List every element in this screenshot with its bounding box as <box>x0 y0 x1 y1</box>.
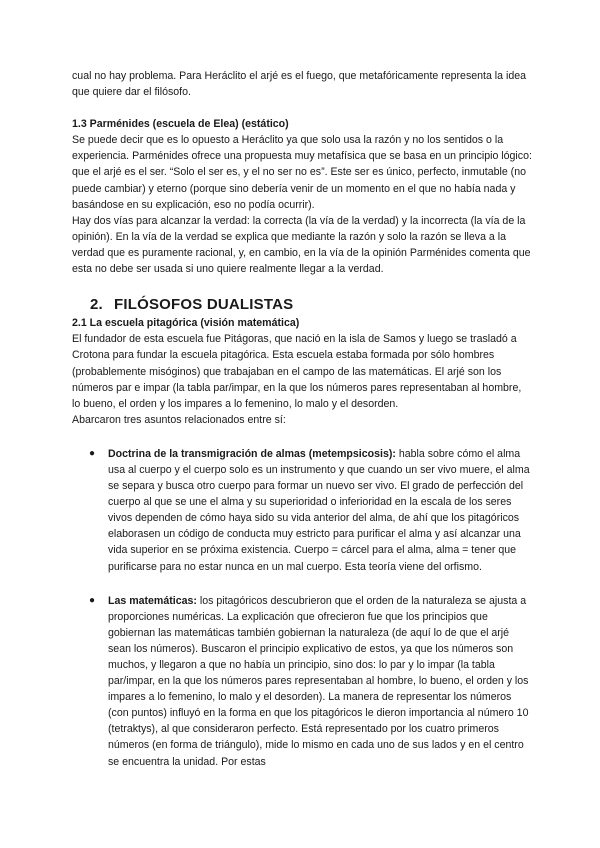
bullet-icon: ● <box>89 447 96 459</box>
topics-list <box>72 446 532 770</box>
list-item <box>72 446 532 575</box>
list-item-term: Doctrina de la transmigración de almas (metempsicosis): <box>108 447 396 460</box>
paragraph-pitagoras-2: Abarcaron tres asuntos relacionados entre sí: <box>72 413 286 426</box>
list-item-term: Las matemáticas: <box>108 594 197 607</box>
bullet-icon: ● <box>89 594 96 606</box>
section-2-title: FILÓSOFOS DUALISTAS <box>114 296 294 314</box>
section-2-1-heading: 2.1 La escuela pitagórica (visión matemática) <box>72 317 300 330</box>
paragraph-parmenides-2: Hay dos vías para alcanzar la verdad: la correcta (la vía de la verdad) y la incorrecta (la vía de la opinión). En la vía de la verdad se explica que mediante la razón y solo la razón se lleva a la verdad que es puramente racional, y, en cambio, en la vía de la opinión Parménides comenta que esta no debe ser usada si uno quiere realmente llegar a la verdad. <box>72 214 531 276</box>
section-1-3-heading: 1.3 Parménides (escuela de Elea) (estático) <box>72 118 289 131</box>
paragraph-parmenides-1: Se puede decir que es lo opuesto a Heráclito ya que solo usa la razón y no los sentidos o la experiencia. Parménides ofrece una propuesta muy metafísica que se basa en un principio lógico: que el arjé es el ser. “Solo el ser es, y el no ser no es”. Este ser es único, perfecto, inmutable (no puede cambiar) y eterno (porque sino debería venir de un momento en el que no había nada y basándose en su explicación, eso no podía ocurrir). <box>72 134 532 211</box>
document-page <box>72 68 532 770</box>
section-2-heading <box>90 297 532 313</box>
list-item <box>72 593 532 770</box>
list-item-text: habla sobre cómo el alma usa al cuerpo y el cuerpo solo es un instrumento y que cuando un ser vivo muere, el alma se separa y busca otro cuerpo para formar un nuevo ser vivo. El grado de perfección del cuerpo al que se une el alma y su superioridad o inferioridad en la escala de los seres vivos dependen de cómo haya sido su vida anterior del alma, de ahí que los pitagóricos elaborasen un código de conducta muy estricto para purificar el alma y así alcanzar una vida superior en se próxima existencia. Cuerpo = cárcel para el alma, alma = tener que purificarse para no estar nunca en un mal cuerpo. Esta teoría viene del orfismo. <box>108 447 530 573</box>
section-2-number: 2. <box>90 296 103 314</box>
paragraph-pitagoras-1: El fundador de esta escuela fue Pitágoras, que nació en la isla de Samos y luego se trasladó a Crotona para fundar la escuela pitagórica. Esta escuela estaba formada por sólo hombres (probablemente misóginos) que trabajaban en el campo de las matemáticas. El arjé son los números par e impar (la tabla par/impar, en la que los números pares representaban al hombre, lo bueno, el orden y los impares a lo femenino, lo malo y el desorden. <box>72 333 522 410</box>
paragraph-heraclito-end: cual no hay problema. Para Heráclito el arjé es el fuego, que metafóricamente representa la idea que quiere dar el filósofo. <box>72 70 527 99</box>
list-item-text: los pitagóricos descubrieron que el orden de la naturaleza se ajusta a proporciones numéricas. La explicación que ofrecieron fue que los principios que gobiernan las matemáticas también gobiernan la naturaleza (de aquí lo de que el arjé sean los números). Buscaron el principio explicativo de estos, ya que los números son muchos, y llegaron a que no había un principio, sino dos: lo par y lo impar (la tabla par/impar, en la que los números pares representaban al hombre, lo bueno, el orden y los impares a lo femenino, lo malo y el desorden). La manera de representar los números (con puntos) influyó en la forma en que los pitagóricos le dieron importancia al número 10 (tetraktys), al que consideraron perfecto. Está representado por los cuatro primeros números (en forma de triángulo), mide lo mismo en cada uno de sus lados y en el centro se encuentra la unidad. Por estas <box>108 594 529 768</box>
